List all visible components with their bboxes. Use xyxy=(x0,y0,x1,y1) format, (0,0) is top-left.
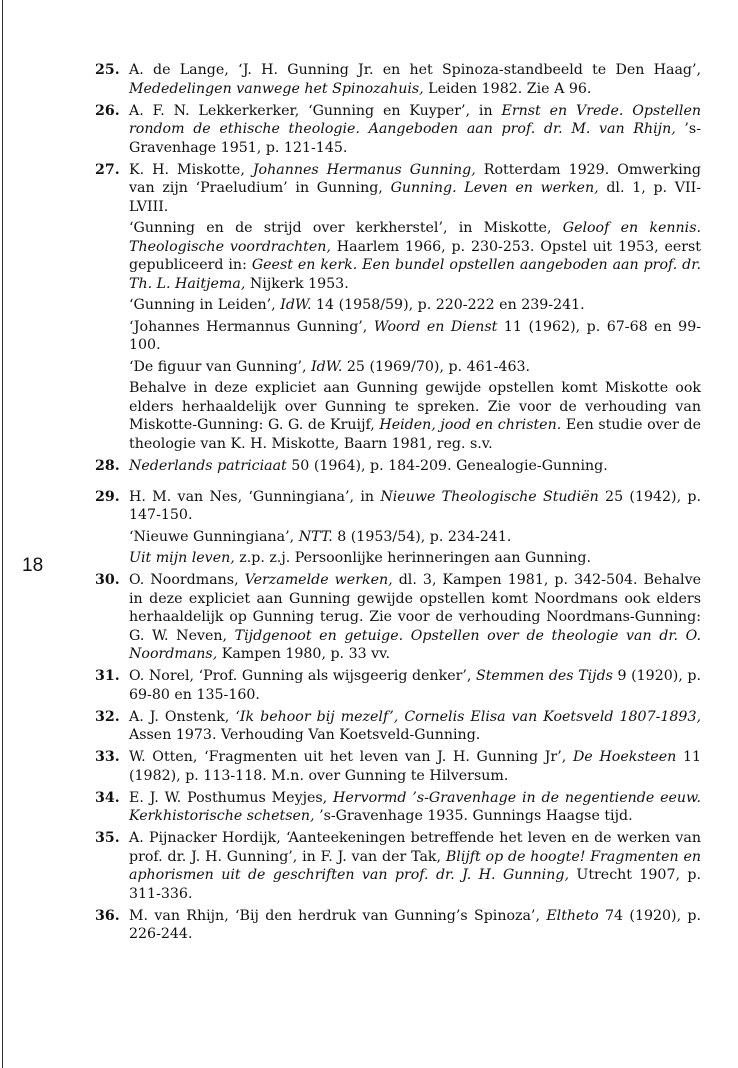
note-text: Nijkerk 1953. xyxy=(249,275,349,292)
note-title-italic: Eltheto xyxy=(546,907,599,924)
note-paragraph xyxy=(129,358,701,377)
note-number: 33. xyxy=(95,749,120,765)
note-text: 8 (1953/54), p. 234-241. xyxy=(337,528,512,545)
note-text: 11 (1982), p. 113-118. M.n. over Gunning te Hilversum. xyxy=(129,749,701,784)
note-paragraph xyxy=(129,102,701,158)
note-text: z.p. z.j. Persoonlijke herinneringen aan Gunning. xyxy=(239,550,591,566)
note-number: 27. xyxy=(95,161,120,178)
note-item xyxy=(95,102,701,158)
note-text: M. van Rhijn, ‘Bij den herdruk van Gunning’s Spinoza’, xyxy=(129,907,540,924)
note-text: 9 (1920), p. 69-80 en 135-160. xyxy=(129,668,701,703)
note-text: A. J. Onstenk, xyxy=(129,708,230,725)
note-text: Behalve in deze expliciet aan Gunning gewijde opstellen komt Miskotte ook elders herhaaldelijk over Gunning te spreken. Zie voor de verhouding van Miskotte-Gunning: G. G. de Kruijf, xyxy=(129,380,701,433)
note-text: W. Otten, ‘Fragmenten uit het leven van J. H. Gunning Jr’, xyxy=(129,749,567,765)
note-text: H. M. van Nes, ‘Gunningiana’, in xyxy=(129,488,375,505)
note-text: Kampen 1980, p. 33 vv. xyxy=(221,646,390,662)
note-text: A. Pijnacker Hordijk, ‘Aanteekeningen betreffende het leven en de werken van prof. dr. J. H. Gunning’, in F. J. van der Tak, xyxy=(129,830,701,865)
note-number: 31. xyxy=(95,668,120,684)
note-text: Leiden 1982. Zie A 96. xyxy=(428,80,592,97)
note-text: Rotterdam 1929. Omwerking van zijn ‘Praeludium’ in Gunning, xyxy=(129,161,701,196)
note-number: 28. xyxy=(95,457,120,474)
note-text: 14 (1958/59), p. 220-222 en 239-241. xyxy=(316,297,585,313)
note-title-italic: Heiden, jood en christen. xyxy=(379,417,562,433)
note-title-italic: Gunning. Leven en werken, xyxy=(390,180,599,196)
note-title-italic: Nederlands patriciaat xyxy=(129,457,287,474)
note-title-italic: NTT. xyxy=(298,528,333,545)
note-text: ’s-Gravenhage 1951, p. 121-145. xyxy=(129,121,701,156)
note-title-italic: Woord en Dienst xyxy=(373,318,498,335)
note-number: 36. xyxy=(95,907,120,924)
note-title-italic: Blijft op de hoogte! Fragmenten en aphorismen uit de geschriften van prof. dr. J. H. Gunning, xyxy=(129,848,702,883)
note-number: 26. xyxy=(95,102,120,119)
note-item xyxy=(95,571,701,664)
note-text: 25 (1942), p. 147-150. xyxy=(129,488,702,523)
note-text: 74 (1920), p. 226-244. xyxy=(129,907,702,942)
note-paragraph xyxy=(129,667,701,704)
left-margin-rule xyxy=(2,0,3,1068)
note-text: ‘De figuur van Gunning’, xyxy=(129,358,307,375)
note-text: Utrecht 1907, p. 311-336. xyxy=(129,867,701,902)
note-number: 32. xyxy=(95,708,120,725)
note-item xyxy=(95,457,701,476)
note-paragraph xyxy=(129,379,701,453)
note-text: 11 (1962), p. 67-68 en 99-100. xyxy=(129,318,702,353)
note-title-italic: Geloof en kennis. Theologische voordrachten, xyxy=(129,220,701,255)
note-number: 35. xyxy=(95,830,120,846)
note-paragraph xyxy=(129,907,701,944)
note-paragraph xyxy=(129,318,701,355)
note-item xyxy=(95,61,701,98)
note-paragraph xyxy=(129,571,701,664)
note-number: 30. xyxy=(95,572,120,588)
note-paragraph xyxy=(129,296,701,315)
note-item xyxy=(95,161,701,454)
note-title-italic: Stemmen des Tijds xyxy=(476,668,613,684)
note-paragraph xyxy=(129,219,701,293)
note-paragraph xyxy=(129,457,701,476)
note-item xyxy=(95,829,701,903)
note-text: dl. 1, p. VII-LVIII. xyxy=(129,180,702,215)
note-paragraph xyxy=(129,528,701,547)
note-text: ‘Johannes Hermannus Gunning’, xyxy=(129,318,368,335)
note-title-italic: De Hoeksteen xyxy=(572,749,677,765)
note-title-italic: Nieuwe Theologische Studiën xyxy=(380,488,599,505)
note-title-italic: IdW. xyxy=(280,297,312,313)
note-title-italic: Uit mijn leven, xyxy=(129,550,235,566)
note-text: O. Norel, ‘Prof. Gunning als wijsgeerig denker’, xyxy=(129,668,472,684)
note-paragraph xyxy=(129,488,701,525)
note-item xyxy=(95,667,701,704)
page-number: 18 xyxy=(22,555,44,576)
note-text: K. H. Miskotte, xyxy=(129,161,245,178)
note-item xyxy=(95,907,701,944)
note-title-italic: Geest en kerk. Een bundel opstellen aangeboden aan prof. dr. Th. L. Haitjema, xyxy=(129,257,701,292)
note-paragraph xyxy=(129,829,701,903)
note-title-italic: Johannes Hermanus Gunning, xyxy=(252,161,476,178)
note-text: 25 (1969/70), p. 461-463. xyxy=(346,358,531,375)
note-title-italic: IdW. xyxy=(311,358,343,375)
note-title-italic: Ernst en Vrede. Opstellen rondom de ethische theologie. Aangeboden aan prof. dr. M. van Rhijn, xyxy=(129,102,701,137)
note-item xyxy=(95,748,701,785)
note-text: Assen 1973. Verhouding Van Koetsveld-Gunning. xyxy=(129,727,481,743)
note-paragraph xyxy=(129,161,701,217)
note-number: 34. xyxy=(95,789,120,806)
note-text: dl. 3, Kampen 1981, p. 342-504. Behalve in deze expliciet aan Gunning gewijde opstellen komt Noordmans ook elders herhaaldelijk op Gunning terug. Zie voor de verhouding Noordmans-Gunning: G. W. Neven, xyxy=(129,572,701,644)
note-paragraph xyxy=(129,748,701,785)
note-number: 25. xyxy=(95,62,120,78)
note-paragraph xyxy=(129,61,701,98)
note-text: O. Noordmans, xyxy=(129,572,239,588)
note-paragraph xyxy=(129,789,701,826)
note-title-italic: ‘Ik behoor bij mezelf’, Cornelis Elisa van Koetsveld 1807-1893, xyxy=(235,708,702,725)
note-text: A. de Lange, ‘J. H. Gunning Jr. en het Spinoza-standbeeld te Den Haag’, xyxy=(129,62,701,78)
note-paragraph xyxy=(129,549,701,568)
note-item xyxy=(95,789,701,826)
note-text: E. J. W. Posthumus Meyjes, xyxy=(129,789,328,806)
note-title-italic: Mededelingen vanwege het Spinozahuis, xyxy=(129,80,424,97)
note-item xyxy=(95,488,701,568)
note-text: 50 (1964), p. 184-209. Genealogie-Gunning. xyxy=(291,457,608,474)
note-number: 29. xyxy=(95,488,120,505)
note-item xyxy=(95,708,701,745)
note-text: Haarlem 1966, p. 230-253. Opstel uit 1953, eerst gepubliceerd in: xyxy=(129,238,702,273)
note-title-italic: Verzamelde werken, xyxy=(244,572,393,588)
notes-list xyxy=(95,61,701,947)
note-text: ’s-Gravenhage 1935. Gunnings Haagse tijd. xyxy=(319,808,633,824)
note-title-italic: Hervormd ’s-Gravenhage in de negentiende eeuw. Kerkhistorische schetsen, xyxy=(129,789,701,824)
note-text: ‘Nieuwe Gunningiana’, xyxy=(129,528,295,545)
note-title-italic: Tijdgenoot en getuige. Opstellen over de theologie van dr. O. Noordmans, xyxy=(129,627,701,662)
note-paragraph xyxy=(129,708,701,745)
note-text: ‘Gunning en de strijd over kerkherstel’, in Miskotte, xyxy=(129,220,552,236)
note-text: A. F. N. Lekkerkerker, ‘Gunning en Kuyper’, in xyxy=(129,102,493,119)
note-text: Een studie over de theologie van K. H. Miskotte, Baarn 1981, reg. s.v. xyxy=(129,417,701,452)
note-gap xyxy=(95,479,701,488)
note-text: ‘Gunning in Leiden’, xyxy=(129,297,276,313)
